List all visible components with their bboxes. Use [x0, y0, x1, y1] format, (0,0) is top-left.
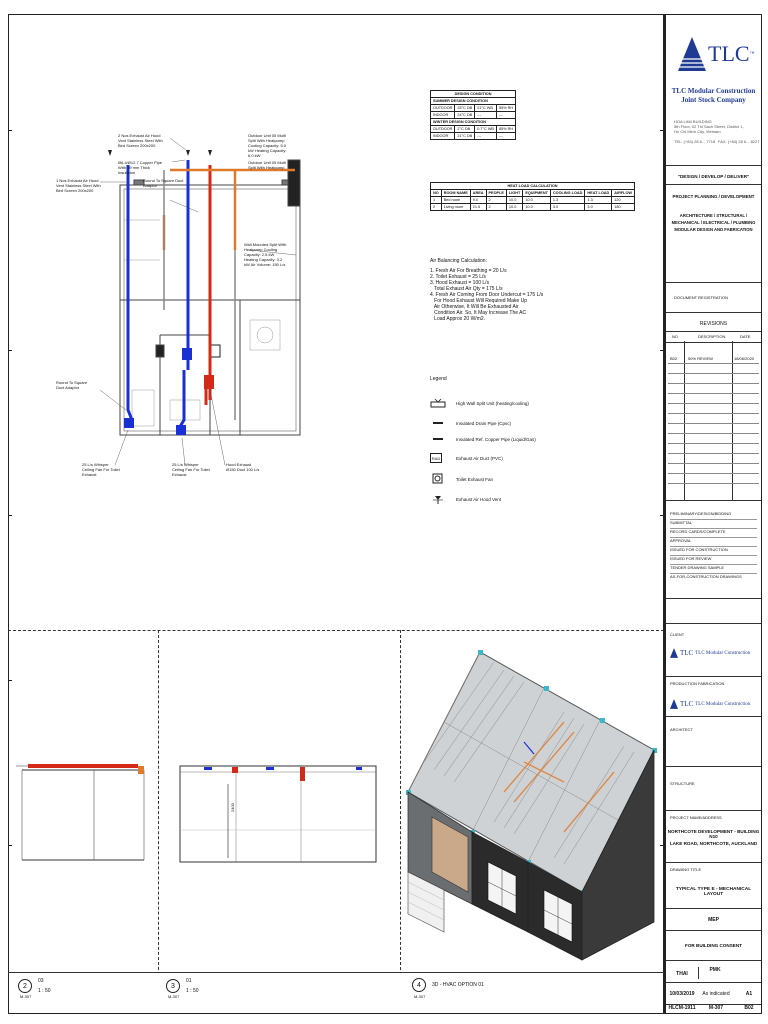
- legend-label: Exhaust Air Hood Vent: [456, 496, 502, 502]
- logo-text: TLC: [708, 41, 750, 66]
- architect-label: ARCHITECT: [670, 727, 693, 732]
- column-header: AREA: [470, 190, 486, 197]
- table-cell: 2: [431, 204, 442, 211]
- table-cell: 0.7°C WB: [475, 126, 497, 133]
- table-cell: 21.5: [470, 204, 486, 211]
- exhaust-duct-icon: [430, 453, 442, 463]
- plan-note: Wall Mounted Split With Heatpump Cooling Capacity: 2.5 kW Heating Capacity: 3.2 kW Air Volume: 150 L/s: [244, 242, 287, 267]
- frame-tick: [8, 845, 12, 846]
- drawing-title-panel: [666, 863, 761, 909]
- column-header: COOLING LOAD: [550, 190, 585, 197]
- table-cell: Bed room: [441, 197, 470, 204]
- summer-title: SUMMER DESIGN CONDITION: [431, 98, 516, 105]
- column-rule: [684, 341, 685, 500]
- status-item: APPROVAL: [670, 538, 757, 547]
- column-header: DATE: [740, 334, 751, 339]
- row-rule: [668, 473, 759, 474]
- column-header: PEOPLE: [486, 190, 506, 197]
- viewport-scale: 1 : 50: [186, 988, 199, 994]
- table-cell: 18/06/2020: [734, 356, 755, 361]
- client-company-name: TLC Modular Construction: [695, 650, 751, 656]
- row-rule: [668, 393, 759, 394]
- viewport-name: 3D - HVAC OPTION 01: [432, 982, 484, 988]
- status-list: [670, 511, 757, 582]
- legend-item: [430, 494, 501, 504]
- column-header: ROOM NAME: [441, 190, 470, 197]
- toilet-exhaust-fan-icon: [430, 474, 446, 484]
- tlc-triangle-icon: [670, 648, 678, 658]
- table-cell: 1: [431, 197, 442, 204]
- project-panel: [666, 811, 761, 863]
- table-row: [431, 204, 635, 211]
- viewport-label-2: [18, 978, 51, 994]
- client-panel: [666, 623, 761, 677]
- viewport-sheet-ref: M-307: [414, 994, 426, 999]
- date-scale-row: [666, 983, 761, 1005]
- column-header: HEAT LOAD: [585, 190, 612, 197]
- architect-panel: [666, 717, 761, 767]
- sheet-number-row: [666, 1005, 761, 1013]
- legend-item: [430, 418, 511, 428]
- table-cell: 25°C DB: [455, 105, 475, 112]
- table-cell: 1.3: [585, 197, 612, 204]
- table-cell: 85% RH: [496, 126, 515, 133]
- row-rule: [668, 363, 759, 364]
- revisions-panel: [666, 315, 761, 501]
- design-condition-title: DESIGN CONDITION: [431, 91, 516, 98]
- plan-note: Outdoor Unit 05 Multi Split With Heatpump Cooling Capacity: 5.0 kW Heating Capacity: 6.0 kW: [248, 133, 287, 158]
- table-cell: 3.0: [585, 204, 612, 211]
- project-address: LAKE ROAD, NORTHCOTE, AUCKLAND: [669, 841, 758, 846]
- table-cell: 2: [486, 204, 506, 211]
- drawing-date: 10/03/2019: [669, 991, 695, 997]
- table-cell: 120: [612, 197, 635, 204]
- row-rule: [668, 433, 759, 434]
- company-fax: FAX: (+84) 28 6... 8227: [718, 139, 760, 144]
- viewport-sheet-ref: M-307: [168, 994, 180, 999]
- project-name: NORTHCOTE DEVELOPMENT - BUILDING N10: [667, 829, 760, 839]
- legend-label: Toilet Exhaust Fan: [456, 476, 494, 482]
- logo-trademark: ™: [749, 51, 755, 57]
- table-header-row: [431, 190, 635, 197]
- viewport-divider: [8, 972, 664, 973]
- legend-item: [430, 398, 529, 408]
- table-row: [431, 112, 516, 119]
- legend-label: Insulated Drain Pipe (Cpvc): [456, 420, 512, 426]
- exhaust-duct-run: [128, 160, 188, 430]
- tlc-triangle-icon: [670, 699, 678, 709]
- table-cell: 55% RH: [496, 105, 515, 112]
- frame-tick: [8, 680, 12, 681]
- air-balancing-notes: [430, 258, 630, 322]
- client-logo: [670, 648, 750, 658]
- service-line: MECHANICAL / ELECTRICAL / PLUMBING: [671, 220, 756, 225]
- outdoor-unit: [288, 160, 300, 206]
- row-rule: [668, 463, 759, 464]
- slogan: "DESIGN / DEVELOP / DELIVER": [677, 174, 750, 179]
- discipline-panel: [666, 909, 761, 931]
- section-view-03: [14, 760, 154, 870]
- service-line: ARCHITECTURE / STRUCTURAL /: [679, 213, 748, 218]
- address-line: Ho Chi Minh City, Vietnam: [674, 129, 721, 134]
- plan-note: 25 L/s Whisper Ceiling Fan For Toilet Exhaust: [172, 462, 210, 477]
- copper-pipe-icon: [430, 434, 446, 444]
- legend-item: [430, 474, 493, 484]
- viewport-number: 3: [166, 979, 180, 993]
- table-row: [431, 133, 516, 140]
- drawing-scale: As indicated: [702, 991, 730, 997]
- viewport-scale: 1 : 50: [38, 988, 51, 994]
- table-cell: ---: [475, 112, 497, 119]
- drawn-by: THAI: [676, 971, 688, 977]
- table-cell: INDOOR: [431, 112, 455, 119]
- production-company-name: TLC Modular Construction: [695, 701, 751, 707]
- tlc-logo: [678, 37, 755, 71]
- drawing-title-label: DRAWING TITLE: [670, 867, 702, 872]
- legend-item: [430, 434, 536, 444]
- rad-label: RAD: [431, 455, 441, 461]
- discipline: MEP: [708, 917, 719, 923]
- legend-item: [430, 453, 503, 463]
- table-cell: 2: [486, 197, 506, 204]
- note-line: Load Approx 20 W/m2.: [430, 316, 486, 322]
- column-header: DESCRIPTION: [698, 334, 726, 339]
- sheet-number: M-307: [708, 1005, 724, 1011]
- note-line: Air Otherwise, It Will Be Exhausted Air: [430, 304, 519, 310]
- row-rule: [668, 383, 759, 384]
- structure-panel: [666, 767, 761, 811]
- table-cell: INDOOR: [431, 133, 455, 140]
- table-cell: 9.0: [470, 197, 486, 204]
- plan-note: 2 Nos Exhaust Air Hood Vent Stainless Steel With Bird Screen 200x200: [118, 133, 163, 148]
- plan-note: Ø6.4/Ø12.7 Copper Pipe With 19 mm Thick Insulation: [118, 160, 163, 175]
- drain-pipe-icon: [430, 418, 446, 428]
- row-rule: [668, 453, 759, 454]
- table-cell: 1.3: [550, 197, 585, 204]
- viewport-sheet-ref: M-307: [20, 994, 32, 999]
- client-logo-text: TLC: [680, 649, 694, 657]
- plan-note: Outdoor Unit 05 Multi Split With Heatpump: [248, 160, 286, 170]
- split-unit-icon: [430, 398, 446, 408]
- table-cell: 50% REVIEW: [688, 356, 713, 361]
- viewport-number: 4: [412, 978, 426, 992]
- viewport-label-4: [412, 978, 484, 992]
- table-cell: ---: [475, 133, 497, 140]
- company-subname: Joint Stock Company: [681, 96, 746, 104]
- table-cell: 3.0: [550, 204, 585, 211]
- table-cell: B02: [670, 356, 678, 361]
- checked-by: PMK: [698, 967, 731, 979]
- row-rule: [668, 413, 759, 414]
- note-line: 1. Fresh Air For Breathing = 20 L/s: [430, 268, 507, 274]
- production-logo: [670, 699, 750, 709]
- winter-title: WINTER DESIGN CONDITION: [431, 119, 516, 126]
- column-header: LIGHT: [506, 190, 522, 197]
- company-tel: TEL: (+84) 28 6... 7718: [674, 139, 716, 144]
- heat-load-title: HEAT LOAD CALCULATION: [431, 183, 635, 190]
- table-cell: 2°C DB: [455, 126, 475, 133]
- doc-reg-label: DOCUMENT REGISTRATION: [674, 295, 728, 300]
- drawing-title: TYPICAL TYPE E - MECHANICAL LAYOUT: [675, 887, 752, 897]
- status-item: TENDER DRAWING SAMPLE: [670, 565, 757, 574]
- table-cell: 21°C DB: [455, 133, 475, 140]
- title-block: [664, 14, 762, 1014]
- note-line: 2. Toilet Exhaust = 25 L/s: [430, 274, 486, 280]
- production-logo-text: TLC: [680, 700, 694, 708]
- viewport-number: 2: [18, 979, 32, 993]
- table-cell: Living room: [441, 204, 470, 211]
- air-balancing-title: Air Balancing Calculation:: [430, 258, 487, 264]
- service-line: MODULAR DESIGN AND FABRICATION: [674, 227, 753, 232]
- table-cell: ---: [496, 112, 515, 119]
- company-name: TLC Modular Construction: [671, 87, 756, 95]
- plan-note: Round To Square Duct Adaptor: [143, 178, 184, 188]
- frame-tick: [8, 350, 12, 351]
- design-condition-table: [430, 90, 516, 140]
- purpose: FOR BUILDING CONSENT: [685, 943, 742, 948]
- viewport-divider: [400, 630, 401, 970]
- table-cell: ---: [496, 133, 515, 140]
- services-list: [666, 212, 761, 233]
- dimension-label: 2400: [230, 803, 235, 812]
- note-line: Total Exhaust Air Qty = 175 L/s: [430, 286, 503, 292]
- refrigerant-pipe-run: [206, 165, 210, 405]
- services-panel: [666, 165, 761, 283]
- row-rule: [668, 483, 759, 484]
- viewport-name: 03: [38, 978, 44, 984]
- column-header: NO: [672, 334, 678, 339]
- column-rule: [732, 341, 733, 500]
- table-cell: 10.0: [523, 197, 551, 204]
- viewport-divider: [8, 630, 664, 631]
- address-line: HOA LAM BUILDING: [674, 119, 712, 124]
- column-header: EQUIPMENT: [523, 190, 551, 197]
- tlc-triangle-icon: [678, 37, 706, 71]
- services-title: PROJECT PLANNING / DEVELOPMENT: [672, 194, 755, 199]
- project-number: HLCM-1911: [668, 1005, 696, 1011]
- frame-tick: [8, 130, 12, 131]
- status-item: ISSUED FOR REVIEW: [670, 556, 757, 565]
- production-label: PRODUCTION FABRICATION: [670, 681, 725, 686]
- note-line: For Hood Exhaust Will Required Make Up: [430, 298, 527, 304]
- plan-note: 1 Nos Exhaust Air Hood Vent Stainless Steel With Bird Screen 200x200: [56, 178, 101, 193]
- table-row: [431, 126, 516, 133]
- row-rule: [668, 373, 759, 374]
- purpose-panel: [666, 931, 761, 961]
- project-label: PROJECT NAME/ADDRESS: [670, 815, 722, 820]
- viewport-divider: [158, 630, 159, 970]
- status-item: RECORD CARDS/COMPLETE: [670, 529, 757, 538]
- legend-label: Exhaust Air Duct (PVC): [456, 455, 503, 461]
- company-address: [674, 119, 744, 134]
- status-item: ISSUED FOR CONSTRUCTION: [670, 547, 757, 556]
- table-cell: 21°C WB: [475, 105, 497, 112]
- column-header: AIRFLOW: [612, 190, 635, 197]
- revisions-title: REVISIONS: [699, 321, 728, 327]
- revisions-header-row: [666, 331, 761, 343]
- legend-label: Insulated Ref. Copper Pipe (Liquid/Gas): [456, 436, 536, 442]
- table-cell: 10.0: [506, 197, 522, 204]
- legend-title: Legend: [430, 376, 447, 382]
- table-cell: OUTDOOR: [431, 105, 455, 112]
- table-cell: 24°C DB: [455, 112, 475, 119]
- hvac-3d-view: [404, 642, 662, 968]
- hood-vent-icon: [430, 494, 446, 504]
- company-panel: [666, 15, 761, 185]
- drawn-checked-row: [666, 961, 761, 983]
- viewport-label-3: [166, 978, 199, 994]
- row-rule: [668, 403, 759, 404]
- row-rule: [668, 443, 759, 444]
- table-cell: 180: [612, 204, 635, 211]
- paper-size: A1: [745, 991, 753, 997]
- mechanical-floor-plan: [60, 120, 330, 480]
- address-line: 5th Floor, 02 Thi Sach Street, District 1,: [674, 124, 744, 129]
- plan-note: 25 L/s Whisper Ceiling Fan For Toilet Exhaust: [82, 462, 120, 477]
- status-checklist: [666, 501, 761, 599]
- table-row: [431, 197, 635, 204]
- column-header: NO: [431, 190, 442, 197]
- table-row: [431, 105, 516, 112]
- table-cell: OUTDOOR: [431, 126, 455, 133]
- status-item: AS-FOR-CONSTRUCTION DRAWINGS: [670, 574, 742, 579]
- section-view-01: [176, 760, 382, 870]
- table-row: [666, 355, 761, 363]
- client-label: CLIENT: [670, 632, 685, 637]
- status-item: PRELIMINARY/DESIGN/BIDDING: [670, 511, 757, 520]
- status-item: SUBMITTAL: [670, 520, 757, 529]
- heat-load-table: [430, 182, 635, 211]
- plan-note: Hood Exhaust Ø150 Duct 100 L/s: [226, 462, 260, 472]
- note-line: 4. Fresh Air Coming From Door Undercut = 175 L/s: [430, 292, 544, 298]
- structure-label: STRUCTURE: [670, 781, 695, 786]
- note-line: 3. Hood Exhaust = 100 L/s: [430, 280, 490, 286]
- viewport-name: 01: [186, 978, 192, 984]
- row-rule: [668, 423, 759, 424]
- note-line: Condition Air. So, It May Increase The AC: [430, 310, 527, 316]
- table-cell: 10.0: [506, 204, 522, 211]
- revision-code: B02: [744, 1005, 754, 1011]
- legend-label: High Wall Split Unit (heating/cooling): [456, 400, 529, 406]
- plan-note: Round To Square Duct Adaptor: [56, 380, 88, 390]
- table-cell: 10.0: [523, 204, 551, 211]
- production-panel: [666, 677, 761, 717]
- frame-tick: [8, 515, 12, 516]
- document-registration: [666, 283, 761, 313]
